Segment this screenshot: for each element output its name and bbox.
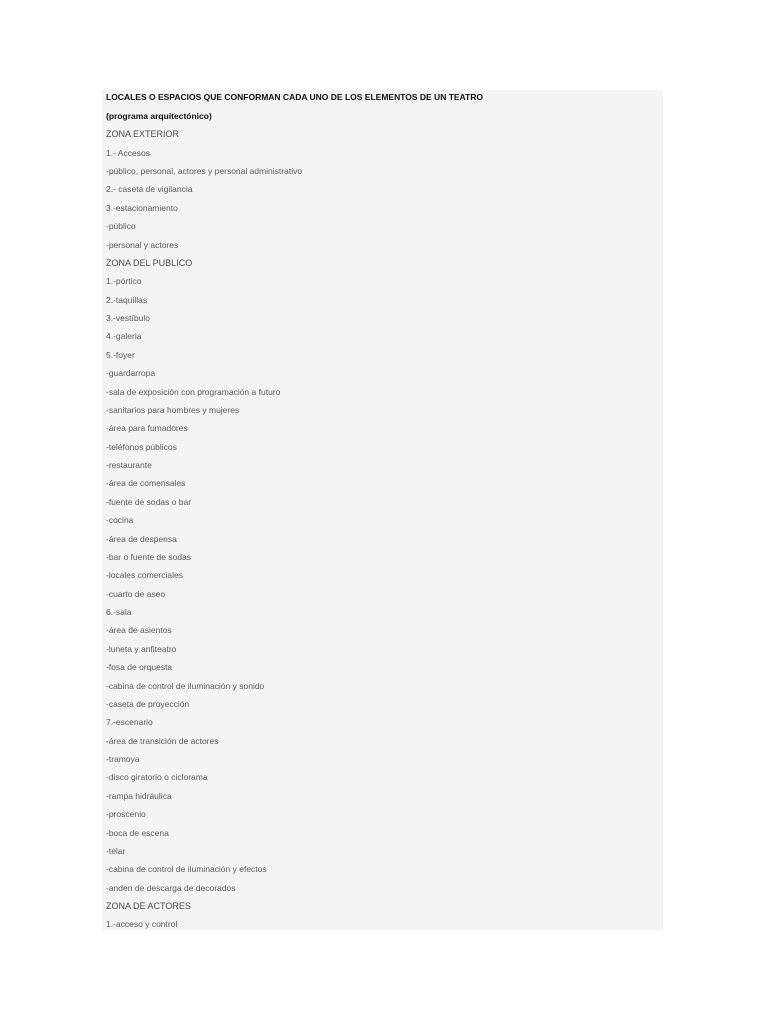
list-item: 1.-pórtico xyxy=(106,276,142,286)
list-item: 3.-vestíbulo xyxy=(106,313,150,323)
list-item: -locales comerciales xyxy=(106,570,183,580)
zone-heading: ZONA EXTERIOR xyxy=(106,129,180,139)
list-item: -público, personal, actores y personal administrativo xyxy=(106,166,303,176)
list-item: -bar o fuente de sodas xyxy=(106,552,192,562)
list-item: 2.- caseta de vigilancia xyxy=(106,184,193,194)
list-item: -restaurante xyxy=(106,460,152,470)
list-item: -área para fumadores xyxy=(106,423,188,433)
list-item: -proscenio xyxy=(106,809,146,819)
list-item: -sala de exposición con programación a futuro xyxy=(106,387,281,397)
list-item: -fuente de sodas o bar xyxy=(106,497,192,507)
list-item: -caseta de proyección xyxy=(106,699,190,709)
list-item: -anden de descarga de decorados xyxy=(106,883,236,893)
list-item: -área de comensales xyxy=(106,478,186,488)
list-item: -fosa de orquesta xyxy=(106,662,173,672)
list-item: 7.-escenario xyxy=(106,717,153,727)
list-item: -cuarto de aseo xyxy=(106,589,166,599)
document-page xyxy=(102,90,663,930)
list-item: -cocina xyxy=(106,515,134,525)
document-title: LOCALES O ESPACIOS QUE CONFORMAN CADA UNO DE LOS ELEMENTOS DE UN TEATRO xyxy=(106,92,484,102)
list-item: -área de transición de actores xyxy=(106,736,219,746)
list-item: 1.-acceso y control xyxy=(106,919,178,929)
list-item: -telar xyxy=(106,846,126,856)
list-item: -luneta y anfiteatro xyxy=(106,644,177,654)
list-item: -público xyxy=(106,221,136,231)
list-item: -tramoya xyxy=(106,754,140,764)
zone-heading: ZONA DE ACTORES xyxy=(106,901,191,911)
list-item: -área de asientos xyxy=(106,625,172,635)
list-item: -sanitarios para hombres y mujeres xyxy=(106,405,240,415)
list-item: -guardarropa xyxy=(106,368,156,378)
list-item: -boca de escena xyxy=(106,828,169,838)
list-item: -cabina de control de iluminación y efectos xyxy=(106,864,267,874)
list-item: -disco giratorio o ciclorama xyxy=(106,772,208,782)
zone-heading: ZONA DEL PUBLICO xyxy=(106,258,193,268)
list-item: 1.- Accesos xyxy=(106,148,150,158)
list-item: -teléfonos públicos xyxy=(106,442,177,452)
list-item: 5.-foyer xyxy=(106,350,135,360)
list-item: 3.-estacionamiento xyxy=(106,203,178,213)
list-item: -área de despensa xyxy=(106,534,177,544)
document-subtitle: (programa arquitectónico) xyxy=(106,111,212,121)
list-item: 4.-galeria xyxy=(106,331,142,341)
list-item: -personal y actores xyxy=(106,240,179,250)
list-item: 2.-taquillas xyxy=(106,295,148,305)
list-item: -rampa hidráulica xyxy=(106,791,172,801)
list-item: -cabina de control de iluminación y sonido xyxy=(106,681,265,691)
list-item: 6.-sala xyxy=(106,607,132,617)
